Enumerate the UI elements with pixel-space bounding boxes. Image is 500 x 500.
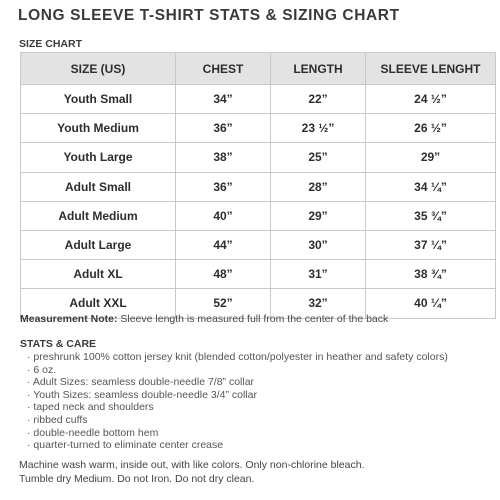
page-title: LONG SLEEVE T-SHIRT STATS & SIZING CHART (18, 7, 400, 24)
cell-chest: 34” (176, 85, 271, 114)
cell-chest: 36” (176, 172, 271, 201)
list-item: · taped neck and shoulders (27, 401, 448, 414)
table-row (21, 172, 496, 201)
cell-sleeve-length: 35 ¾” (366, 201, 496, 230)
table-row (21, 114, 496, 143)
list-item: · ribbed cuffs (27, 414, 448, 427)
table-row (21, 230, 496, 259)
cell-chest: 36” (176, 114, 271, 143)
table-row (21, 85, 496, 114)
cell-length: 25” (271, 143, 366, 172)
cell-chest: 38” (176, 143, 271, 172)
size-table (20, 52, 496, 319)
cell-length: 29” (271, 201, 366, 230)
cell-size: Adult XXL (21, 289, 176, 318)
cell-size: Adult Small (21, 172, 176, 201)
cell-length: 28” (271, 172, 366, 201)
cell-chest: 40” (176, 201, 271, 230)
measurement-note-label: Measurement Note: (20, 313, 118, 325)
header-size: SIZE (US) (21, 53, 176, 85)
wash-line-1: Machine wash warm, inside out, with like colors. Only non-chlorine bleach. (19, 459, 365, 471)
cell-size: Adult Medium (21, 201, 176, 230)
cell-sleeve-length: 34 ¼” (366, 172, 496, 201)
cell-length: 23 ½” (271, 114, 366, 143)
cell-size: Youth Medium (21, 114, 176, 143)
cell-sleeve-length: 37 ¼” (366, 230, 496, 259)
cell-size: Adult Large (21, 230, 176, 259)
cell-sleeve-length: 40 ¼” (366, 289, 496, 318)
cell-chest: 52” (176, 289, 271, 318)
cell-length: 31” (271, 260, 366, 289)
list-item: · preshrunk 100% cotton jersey knit (blended cotton/polyester in heather and safety colors) (27, 351, 448, 364)
cell-size: Youth Small (21, 85, 176, 114)
table-row (21, 260, 496, 289)
measurement-note (20, 313, 388, 325)
cell-sleeve-length: 26 ½” (366, 114, 496, 143)
list-item: · Adult Sizes: seamless double-needle 7/8” collar (27, 376, 448, 389)
cell-size: Adult XL (21, 260, 176, 289)
header-chest: CHEST (176, 53, 271, 85)
cell-length: 22” (271, 85, 366, 114)
wash-line-2: Tumble dry Medium. Do not Iron. Do not dry clean. (19, 472, 255, 485)
cell-sleeve-length: 24 ½” (366, 85, 496, 114)
list-item: · Youth Sizes: seamless double-needle 3/4” collar (27, 389, 448, 402)
wash-instructions (19, 459, 365, 486)
list-item: · quarter-turned to eliminate center crease (27, 439, 448, 452)
stats-care-heading: STATS & CARE (20, 338, 97, 350)
table-row (21, 201, 496, 230)
cell-sleeve-length: 38 ¾” (366, 260, 496, 289)
cell-chest: 48” (176, 260, 271, 289)
list-item: · double-needle bottom hem (27, 427, 448, 440)
header-sleeve-length: SLEEVE LENGHT (366, 53, 496, 85)
measurement-note-text: Sleeve length is measured full from the center of the back (117, 313, 389, 325)
care-list (27, 351, 448, 452)
header-length: LENGTH (271, 53, 366, 85)
size-chart-label: SIZE CHART (19, 38, 82, 50)
cell-chest: 44” (176, 230, 271, 259)
table-row (21, 143, 496, 172)
cell-size: Youth Large (21, 143, 176, 172)
cell-sleeve-length: 29” (366, 143, 496, 172)
cell-length: 30” (271, 230, 366, 259)
table-header-row (21, 53, 496, 85)
list-item: · 6 oz. (27, 364, 448, 377)
cell-length: 32” (271, 289, 366, 318)
table-body (21, 85, 496, 319)
